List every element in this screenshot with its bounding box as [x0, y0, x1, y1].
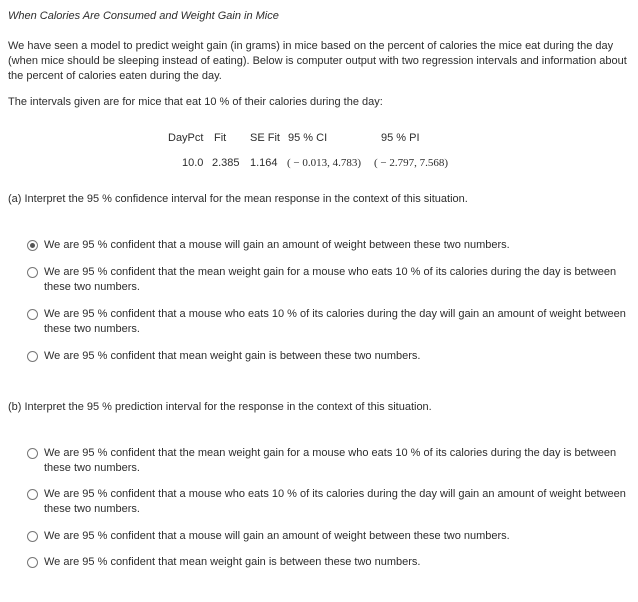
- option-label: We are 95 % confident that a mouse will gain an amount of weight between these two numbers.: [44, 239, 510, 251]
- question-b: (b) Interpret the 95 % prediction interval for the response in the context of this situation.: [8, 401, 432, 413]
- option-label: We are 95 % confident that a mouse will gain an amount of weight between these two numbers.: [44, 530, 510, 542]
- option-a-2[interactable]: [27, 307, 627, 337]
- header-pi: 95 % PI: [381, 132, 420, 144]
- intro-paragraph: We have seen a model to predict weight gain (in grams) in mice based on the percent of calories the mice eat during the day (when mice should be sleeping instead of eating). Below is computer output with two regression intervals and information about the percent of calories eaten during the day.: [8, 40, 627, 82]
- radio-b-1[interactable]: [27, 489, 38, 500]
- option-a-0[interactable]: [27, 238, 627, 253]
- radio-a-1[interactable]: [27, 267, 38, 278]
- radio-b-2[interactable]: [27, 531, 38, 542]
- option-b-0[interactable]: [27, 446, 627, 476]
- cell-ci: ( − 0.013, 4.783): [287, 157, 362, 169]
- page-title: When Calories Are Consumed and Weight Gain in Mice: [8, 10, 279, 22]
- option-label: We are 95 % confident that the mean weight gain for a mouse who eats 10 % of its calories during the day is between these two numbers.: [44, 447, 617, 474]
- cell-se-fit: 1.164: [250, 157, 278, 169]
- question-a: (a) Interpret the 95 % confidence interval for the mean response in the context of this situation.: [8, 193, 468, 205]
- option-b-2[interactable]: [27, 529, 627, 544]
- radio-a-0[interactable]: [27, 240, 38, 251]
- intervals-note: The intervals given are for mice that eat 10 % of their calories during the day:: [8, 96, 383, 108]
- option-label: We are 95 % confident that a mouse who eats 10 % of its calories during the day will gain an amount of weight between these two numbers.: [44, 488, 626, 515]
- header-daypct: DayPct: [168, 132, 204, 144]
- option-a-1[interactable]: [27, 265, 627, 295]
- header-se-fit: SE Fit: [250, 132, 280, 144]
- option-a-3[interactable]: [27, 349, 627, 364]
- option-label: We are 95 % confident that the mean weight gain for a mouse who eats 10 % of its calories during the day is between these two numbers.: [44, 266, 617, 293]
- radio-b-0[interactable]: [27, 448, 38, 459]
- option-b-3[interactable]: [27, 555, 627, 570]
- radio-a-2[interactable]: [27, 309, 38, 320]
- radio-b-3[interactable]: [27, 557, 38, 568]
- cell-fit: 2.385: [212, 157, 240, 169]
- option-label: We are 95 % confident that mean weight gain is between these two numbers.: [44, 350, 421, 362]
- option-label: We are 95 % confident that a mouse who eats 10 % of its calories during the day will gain an amount of weight between these two numbers.: [44, 308, 626, 335]
- option-b-1[interactable]: [27, 487, 627, 517]
- cell-daypct: 10.0: [182, 157, 204, 169]
- option-label: We are 95 % confident that mean weight gain is between these two numbers.: [44, 556, 421, 568]
- header-fit: Fit: [214, 132, 227, 144]
- header-ci: 95 % CI: [288, 132, 328, 144]
- radio-a-3[interactable]: [27, 351, 38, 362]
- cell-pi: ( − 2.797, 7.568): [374, 157, 449, 169]
